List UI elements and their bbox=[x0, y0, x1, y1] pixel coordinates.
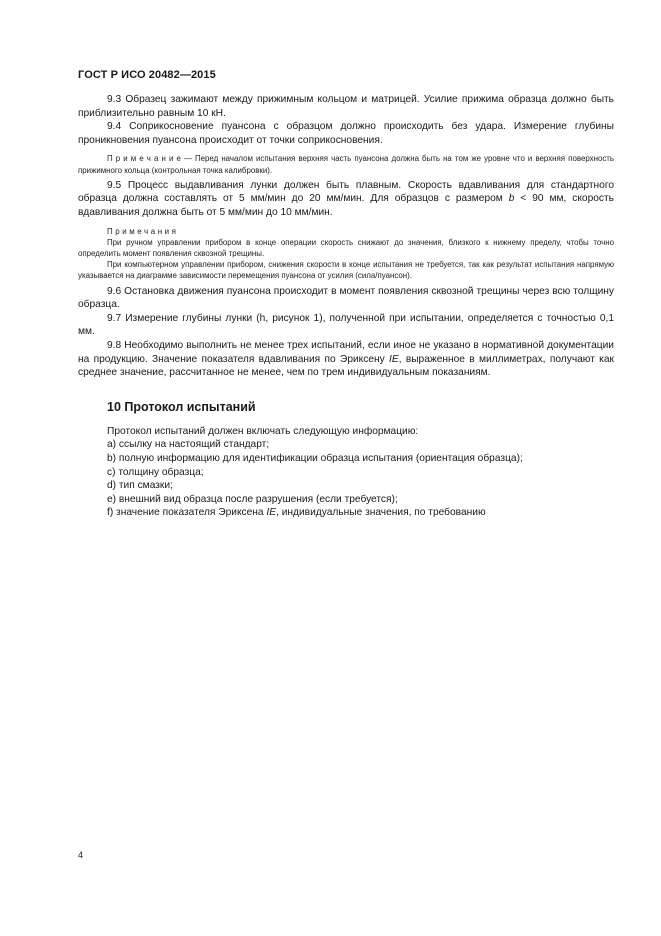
variable-ie: IE bbox=[266, 507, 277, 519]
paragraph-9-3: 9.3 Образец зажимают между прижимным кольцом и матрицей. Усилие прижима образца должно быть приблизительно равным 10 кН. bbox=[78, 94, 614, 119]
paragraph-9-8 bbox=[78, 339, 614, 380]
note-computer-control: При компьютерном управлении прибором, снижения скорости в конце испытания не требуется, так как результат испытания напрямую указывается на диаграмме зависимости перемещения пуансона от усилия (сила/пуансон). bbox=[78, 260, 614, 281]
document-header: ГОСТ Р ИСО 20482—2015 bbox=[78, 69, 216, 81]
protocol-items-list bbox=[78, 438, 614, 520]
page-number: 4 bbox=[78, 850, 84, 860]
list-item-f-text-a: f) значение показателя Эриксена bbox=[107, 507, 267, 519]
section-10-intro: Протокол испытаний должен включать следующую информацию: bbox=[107, 425, 419, 437]
document-body bbox=[78, 93, 614, 520]
list-item: c) толщину образца; bbox=[107, 466, 204, 478]
list-item-f-text-b: , индивидуальные значения, по требованию bbox=[276, 507, 486, 519]
list-item: b) полную информацию для идентификации образца испытания (ориентация образца); bbox=[107, 452, 523, 464]
notes-heading: Примечания bbox=[107, 226, 179, 236]
paragraph-9-4: 9.4 Соприкосновение пуансона с образцом должно происходить без удара. Измерение глубины проникновения пуансона происходит от точки соприкосновения. bbox=[78, 121, 614, 146]
section-10-title: 10 Протокол испытаний bbox=[107, 399, 256, 414]
paragraph-9-5-text-b: < 90 мм, скорость вдавливания должна быть от 5 мм/мин до 10 мм/мин. bbox=[78, 193, 614, 218]
paragraph-9-6: 9.6 Остановка движения пуансона происходит в момент появления сквозной трещины через всю толщину образца. bbox=[78, 285, 614, 311]
note-calibration: П р и м е ч а н и е — Перед началом испытания верхняя часть пуансона должна быть на том же уровне что и верхняя поверхность прижимного кольца (контрольная точка калибровки). bbox=[78, 154, 614, 175]
list-item: e) внешний вид образца после разрушения (если требуется); bbox=[107, 493, 398, 505]
list-item bbox=[78, 506, 614, 520]
list-item: a) ссылку на настоящий стандарт; bbox=[107, 439, 270, 451]
paragraph-9-7: 9.7 Измерение глубины лунки (h, рисунок 1), полученной при испытании, определяется с точностью 0,1 мм. bbox=[78, 312, 614, 338]
variable-b: b bbox=[508, 193, 515, 205]
paragraph-9-8-text-a: 9.8 Необходимо выполнить не менее трех испытаний, если иное не указано в нормативной документации на продукцию. Значение показателя вдавливания по Эриксену bbox=[78, 339, 614, 365]
paragraph-9-5 bbox=[78, 179, 614, 220]
paragraph-9-5-text-a: 9.5 Процесс выдавливания лунки должен быть плавным. Скорость вдавливания для стандартного образца должна составлять от 5 мм/мин до 20 мм/мин. Для образцов с размером bbox=[78, 179, 614, 205]
variable-ie: IE bbox=[389, 353, 399, 365]
list-item: d) тип смазки; bbox=[107, 480, 173, 492]
paragraph-9-8-text-b: , выраженное в миллиметрах, получают как среднее значение, рассчитанное не менее, чем по трем индивидуальным показаниям. bbox=[78, 353, 614, 379]
note-manual-control: При ручном управлении прибором в конце операции скорость снижают до значения, близкого к нижнему пределу, чтобы точно определить момент появления сквозной трещины. bbox=[78, 237, 614, 258]
